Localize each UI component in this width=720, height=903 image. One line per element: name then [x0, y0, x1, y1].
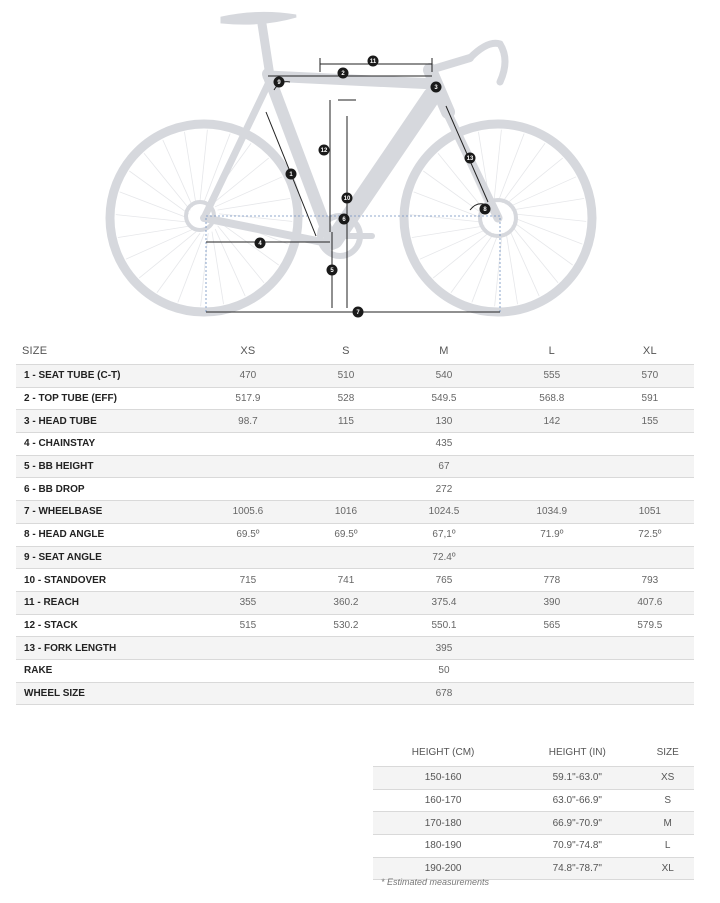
table-cell [498, 478, 606, 501]
table-row [16, 501, 694, 524]
table-cell: 555 [498, 365, 606, 388]
row-label: 6 - BB DROP [16, 478, 194, 501]
table-cell [302, 682, 390, 705]
table-cell: 50 [390, 659, 498, 682]
table-cell [194, 546, 302, 569]
row-label: RAKE [16, 659, 194, 682]
table-cell: 395 [390, 637, 498, 660]
dimension-badge-label: 3 [434, 85, 438, 92]
table-cell: 528 [302, 387, 390, 410]
table-cell [194, 455, 302, 478]
table-cell: 540 [390, 365, 498, 388]
row-label: 5 - BB HEIGHT [16, 455, 194, 478]
table-cell: XL [641, 857, 694, 880]
table-cell: 793 [606, 569, 694, 592]
dimension-badge [255, 238, 266, 249]
table-cell [606, 637, 694, 660]
table-cell: 70.9"-74.8" [513, 835, 641, 858]
col-header-s: S [342, 344, 350, 357]
table-cell: 550.1 [390, 614, 498, 637]
dimension-badge-label: 2 [341, 71, 345, 78]
dimension-badge-label: 13 [466, 156, 474, 163]
spoke [139, 232, 196, 278]
table-cell [302, 637, 390, 660]
dimension-badge-label: 9 [277, 80, 281, 87]
table-cell: 69.5º [194, 523, 302, 546]
table-cell: 390 [498, 591, 606, 614]
table-cell: 375.4 [390, 591, 498, 614]
table-row [16, 478, 694, 501]
table-cell: 517.9 [194, 387, 302, 410]
col-header-size: SIZE [22, 344, 48, 357]
bike-geometry-diagram [0, 0, 720, 330]
spoke [218, 226, 264, 283]
size-chart-body [373, 767, 694, 880]
spoke [144, 153, 190, 210]
table-row [16, 637, 694, 660]
row-label: 4 - CHAINSTAY [16, 433, 194, 456]
spoke [215, 229, 245, 296]
spoke [184, 132, 196, 204]
dimension-badge [480, 204, 491, 215]
table-cell: 66.9"-70.9" [513, 812, 641, 835]
table-cell: 360.2 [302, 591, 390, 614]
col-header-height-cm: HEIGHT (CM) [411, 746, 475, 758]
dimension-badge-label: 4 [258, 241, 262, 248]
spoke [420, 229, 487, 259]
table-cell: 678 [390, 682, 498, 705]
table-row [373, 767, 694, 790]
col-header-size: SIZE [656, 746, 679, 758]
handlebar [470, 43, 505, 82]
spoke [414, 192, 482, 218]
geometry-table-body [16, 365, 694, 705]
seat-post [262, 24, 270, 76]
table-row [16, 523, 694, 546]
table-cell: 272 [390, 478, 498, 501]
table-cell: 67 [390, 455, 498, 478]
dimension-badge [274, 77, 285, 88]
dimension-badge-label: 7 [356, 310, 360, 317]
table-cell: 568.8 [498, 387, 606, 410]
table-row [16, 569, 694, 592]
table-cell [194, 659, 302, 682]
table-cell [606, 433, 694, 456]
table-row [16, 546, 694, 569]
table-cell [302, 659, 390, 682]
table-cell: 74.8"-78.7" [513, 857, 641, 880]
table-cell [498, 682, 606, 705]
dimension-badge [338, 68, 349, 79]
row-label: 2 - TOP TUBE (EFF) [16, 387, 194, 410]
table-cell [498, 455, 606, 478]
table-cell: 778 [498, 569, 606, 592]
table-cell: 470 [194, 365, 302, 388]
spoke [201, 233, 209, 305]
col-header-m: M [439, 344, 449, 357]
table-cell [606, 659, 694, 682]
dimension-badge [342, 193, 353, 204]
table-cell [606, 682, 694, 705]
table-cell: S [641, 789, 694, 812]
spoke [514, 218, 582, 244]
spoke [513, 214, 585, 222]
dimension-badge-label: 12 [320, 148, 328, 155]
table-cell: 1016 [302, 501, 390, 524]
geometry-table [16, 337, 694, 705]
chain-stay [204, 218, 332, 244]
table-cell: 515 [194, 614, 302, 637]
table-cell: 1024.5 [390, 501, 498, 524]
dimension-badge-label: 6 [342, 217, 346, 224]
spoke [200, 130, 208, 202]
col-header-l: L [548, 344, 555, 357]
table-cell [606, 478, 694, 501]
table-cell: 63.0"-66.9" [513, 789, 641, 812]
table-cell: 59.1"-63.0" [513, 767, 641, 790]
table-cell: 530.2 [302, 614, 390, 637]
dimension-badge-label: 1 [289, 172, 293, 179]
spoke [509, 177, 576, 207]
table-cell: 591 [606, 387, 694, 410]
dimension-badge [431, 82, 442, 93]
table-cell [498, 546, 606, 569]
table-cell: 72.5º [606, 523, 694, 546]
table-cell: 1034.9 [498, 501, 606, 524]
table-cell [194, 433, 302, 456]
table-row [373, 789, 694, 812]
row-label: 3 - HEAD TUBE [16, 410, 194, 433]
row-label: 9 - SEAT ANGLE [16, 546, 194, 569]
row-label: 10 - STANDOVER [16, 569, 194, 592]
table-cell: 142 [498, 410, 606, 433]
table-cell: 355 [194, 591, 302, 614]
spoke [494, 130, 502, 202]
spoke [472, 234, 498, 302]
table-row [373, 835, 694, 858]
table-cell [498, 659, 606, 682]
spoke [212, 232, 224, 304]
spoke [433, 232, 490, 278]
size-chart-header-row [373, 738, 694, 767]
spoke [509, 229, 539, 296]
table-cell: 130 [390, 410, 498, 433]
table-cell: 115 [302, 410, 390, 433]
estimated-note: * Estimated measurements [381, 877, 490, 887]
col-header-xl: XL [642, 344, 657, 357]
table-cell: 1051 [606, 501, 694, 524]
dimension-badge [327, 265, 338, 276]
dimension-badge-label: 11 [369, 59, 377, 66]
table-cell: 170-180 [373, 812, 513, 835]
dimension-badge [319, 145, 330, 156]
table-row [16, 387, 694, 410]
table-cell: 72.4º [390, 546, 498, 569]
table-cell: 1005.6 [194, 501, 302, 524]
stem [430, 58, 470, 70]
table-cell [302, 433, 390, 456]
table-row [16, 433, 694, 456]
table-cell [302, 546, 390, 569]
table-cell: XS [641, 767, 694, 790]
table-cell: 565 [498, 614, 606, 637]
row-label: 7 - WHEELBASE [16, 501, 194, 524]
table-cell: 150-160 [373, 767, 513, 790]
dimension-badge-label: 8 [483, 207, 487, 214]
table-cell: 190-200 [373, 857, 513, 880]
row-label: 12 - STACK [16, 614, 194, 637]
table-cell: 69.5º [302, 523, 390, 546]
table-cell: M [641, 812, 694, 835]
spoke [495, 233, 503, 305]
spoke [512, 226, 558, 283]
spoke [506, 232, 518, 304]
saddle [222, 13, 296, 23]
table-cell: 579.5 [606, 614, 694, 637]
spoke [163, 140, 193, 207]
table-cell: 407.6 [606, 591, 694, 614]
row-label: WHEEL SIZE [16, 682, 194, 705]
row-label: 11 - REACH [16, 591, 194, 614]
table-cell: 180-190 [373, 835, 513, 858]
dimension-badge [286, 169, 297, 180]
table-cell [498, 637, 606, 660]
dimension-badge-label: 5 [330, 268, 334, 275]
table-cell: 570 [606, 365, 694, 388]
table-row [16, 682, 694, 705]
col-header-xs: XS [240, 344, 256, 357]
spoke [116, 215, 188, 223]
table-row [16, 455, 694, 478]
spoke [118, 226, 190, 238]
table-cell [302, 455, 390, 478]
table-cell: 160-170 [373, 789, 513, 812]
size-chart-table [373, 738, 694, 880]
spoke [218, 198, 290, 210]
table-row [16, 410, 694, 433]
geometry-header-row [16, 337, 694, 365]
dimension-badge [368, 56, 379, 67]
table-cell: 549.5 [390, 387, 498, 410]
table-cell: L [641, 835, 694, 858]
table-row [373, 812, 694, 835]
table-cell: 71.9º [498, 523, 606, 546]
spoke [506, 158, 563, 204]
table-cell [498, 433, 606, 456]
dimension-lines [206, 58, 500, 312]
table-cell [606, 455, 694, 478]
table-row [16, 659, 694, 682]
table-cell [302, 478, 390, 501]
row-label: 8 - HEAD ANGLE [16, 523, 194, 546]
table-row [16, 365, 694, 388]
top-tube [268, 76, 435, 87]
dimension-badge [465, 153, 476, 164]
table-cell: 765 [390, 569, 498, 592]
dimension-badge [339, 214, 350, 225]
spoke [178, 234, 204, 302]
table-cell: 98.7 [194, 410, 302, 433]
dimension-badge [353, 307, 364, 318]
table-cell: 741 [302, 569, 390, 592]
col-header-height-in: HEIGHT (IN) [548, 746, 606, 758]
table-cell [194, 682, 302, 705]
table-cell: 510 [302, 365, 390, 388]
row-label: 1 - SEAT TUBE (C-T) [16, 365, 194, 388]
row-label: 13 - FORK LENGTH [16, 637, 194, 660]
spoke [120, 192, 188, 218]
table-cell [606, 546, 694, 569]
spoke [512, 198, 584, 210]
table-cell: 67,1º [390, 523, 498, 546]
table-row [16, 591, 694, 614]
spoke [498, 134, 524, 202]
table-cell: 715 [194, 569, 302, 592]
table-cell: 155 [606, 410, 694, 433]
dimension-badge-label: 10 [343, 196, 351, 203]
bike-silhouette [110, 13, 592, 312]
spoke [126, 229, 193, 259]
table-cell: 435 [390, 433, 498, 456]
table-cell [194, 637, 302, 660]
table-cell [194, 478, 302, 501]
spoke [412, 226, 484, 238]
table-row [16, 614, 694, 637]
